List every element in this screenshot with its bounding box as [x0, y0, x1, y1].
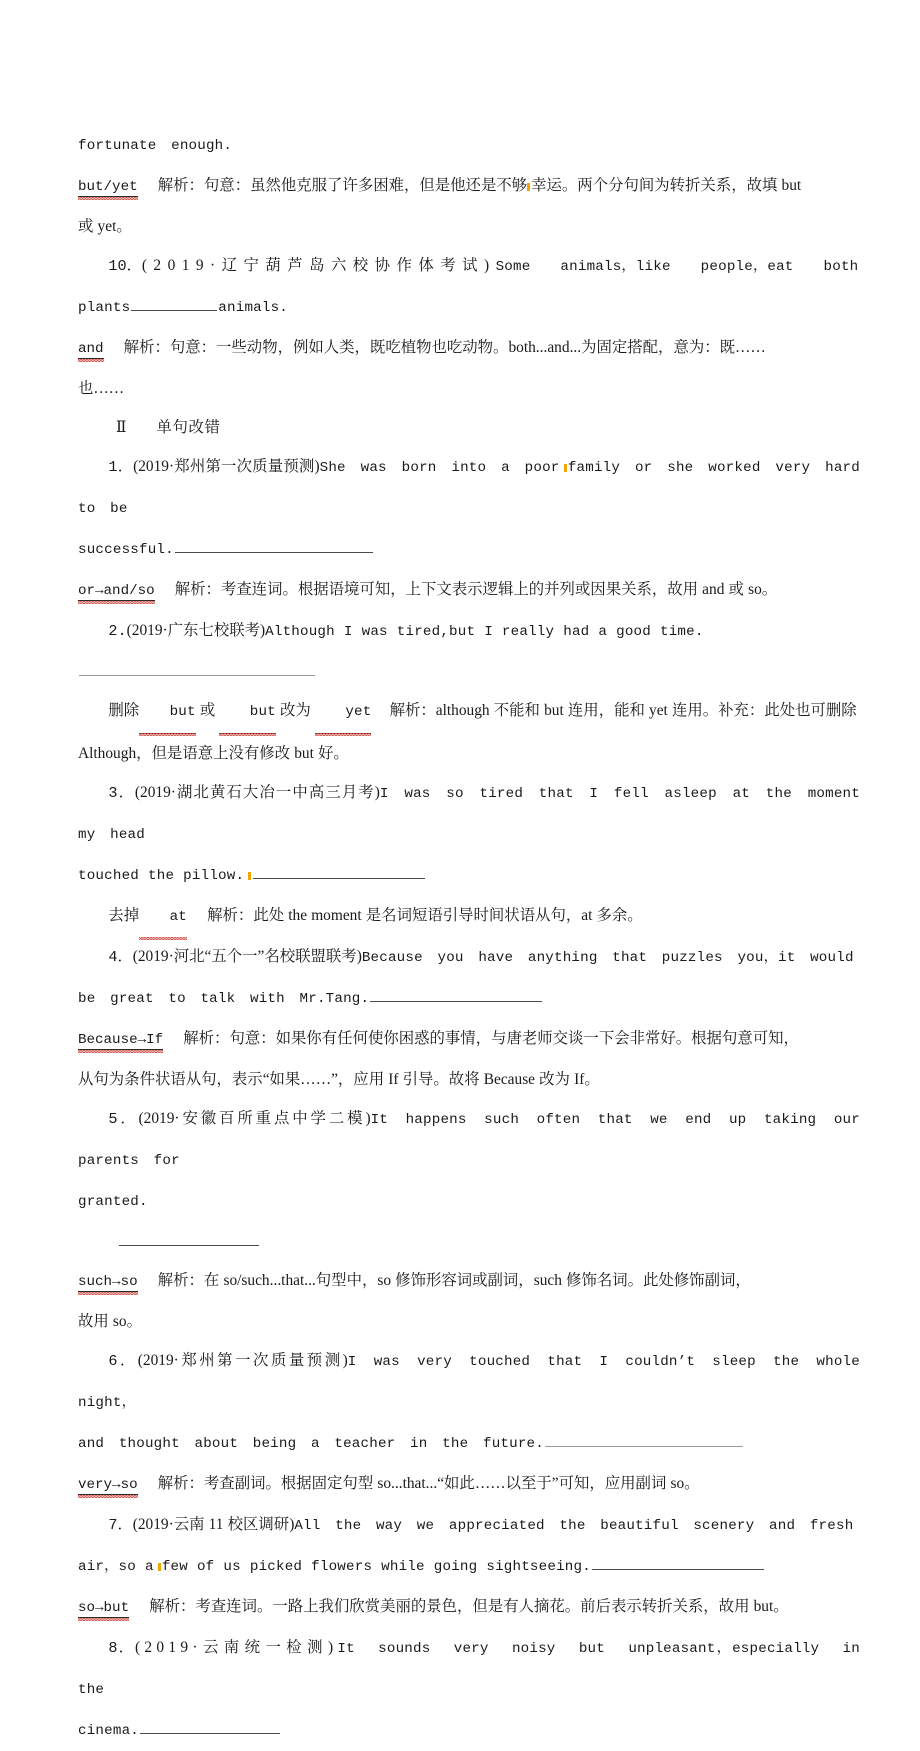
correction-4-stem-text: Because you have anything that puzzles you，it would — [361, 950, 854, 966]
correction-8-stem-line2-text: cinema. — [78, 1723, 139, 1739]
correction-2-answer-prefix: 删除 — [108, 702, 140, 719]
correction-1-source: (2019·郑州第一次质量预测) — [133, 458, 320, 475]
correction-1-explain-text: 考查连词。根据语境可知，上下文表示逻辑上的并列或因果关系，故用 and 或 so。 — [220, 581, 778, 598]
document-body — [78, 125, 860, 1751]
correction-7-explain-label: 解析： — [149, 1598, 196, 1615]
item9-explain-line2 — [78, 207, 860, 246]
correction-5-stem-line2-text: granted. — [78, 1194, 148, 1210]
correction-4-answer-block — [78, 1019, 860, 1060]
correction-2-explain-line2-text: Although，但是语意上没有修改 but 好。 — [78, 745, 349, 762]
correction-3-answer-prefix: 去掉 — [108, 907, 140, 924]
correction-2-answer-block — [78, 691, 860, 734]
correction-6-stem — [78, 1341, 860, 1423]
correction-3-explain-label: 解析： — [207, 907, 254, 924]
item10-source: (2019·辽宁葫芦岛六校协作体考试) — [141, 257, 496, 274]
correction-1-answer-key: or→and/so — [78, 583, 155, 599]
item9-explain-label: 解析： — [157, 177, 204, 194]
correction-3-answer-block — [78, 896, 860, 937]
correction-1-stem — [78, 447, 860, 529]
correction-1-explain-label: 解析： — [174, 581, 221, 598]
item10-stem-text: Some animals，like people，eat both — [495, 259, 859, 275]
item10-explain-line1: 句意：一些动物，例如人类，既吃植物也吃动物。both...and...为固定搭配，意为：既…… — [169, 339, 766, 356]
correction-5-source: (2019·安徽百所重点中学二模) — [138, 1110, 371, 1127]
correction-4-explain-line2 — [78, 1060, 860, 1099]
correction-3-number: 3． — [108, 784, 135, 802]
correction-7-stem — [78, 1505, 860, 1546]
correction-4-explain-line1: 句意：如果你有任何使你困惑的事情，与唐老师交谈一下会非常好。根据句意可知， — [229, 1030, 799, 1047]
correction-5-stem — [78, 1099, 860, 1181]
correction-2-answer-mid-2: 改为 — [280, 702, 311, 719]
correction-3-stem-line2-text: touched the pillow. — [78, 868, 245, 884]
section-roman-numeral: Ⅱ — [116, 419, 127, 436]
correction-3-stem — [78, 773, 860, 855]
item10-stem — [78, 246, 860, 287]
correction-2-explain-line1: although 不能和 but 连用，能和 yet 连用。补充：此处也可删除 — [435, 702, 857, 719]
correction-2-stem — [78, 611, 860, 691]
correction-2-answer-token-3: yet — [315, 693, 372, 734]
correction-5-stem-text: It happens such often that we end up taking our parents for — [78, 1112, 860, 1169]
correction-5-answer-blank[interactable] — [119, 1230, 259, 1246]
correction-7-stem-line2-b: few of us picked flowers while going sightseeing. — [161, 1559, 591, 1575]
item9-answer-key: but/yet — [78, 179, 138, 195]
grammar-mark-icon — [248, 872, 251, 880]
correction-7-answer-block — [78, 1587, 860, 1628]
correction-1-stem-a: She was born into a poor — [319, 460, 560, 476]
correction-8-stem — [78, 1628, 860, 1710]
correction-1-answer-block — [78, 570, 860, 611]
item10-answer-blank[interactable] — [131, 296, 217, 311]
correction-6-explain-text: 考查副词。根据固定句型 so...that...“如此……以至于”可知，应用副词 so。 — [203, 1475, 700, 1492]
correction-4-answer-blank[interactable] — [370, 987, 542, 1002]
correction-1-stem-b: family or she worked very hard to be — [78, 460, 860, 517]
item9-explain-line1: 句意：虽然他克服了许多困难，但是他还是不够 — [203, 177, 528, 194]
correction-5-answer-blank-row — [78, 1222, 860, 1261]
correction-2-answer-mid: 或 — [199, 702, 216, 719]
correction-7-number: 7． — [108, 1516, 133, 1534]
correction-8-stem-line2 — [78, 1710, 860, 1751]
correction-7-answer-blank[interactable] — [592, 1555, 764, 1570]
correction-2-answer-token-2: but — [219, 693, 276, 734]
correction-4-source: (2019·河北“五个一”名校联盟联考) — [132, 948, 362, 965]
correction-1-stem-line2-text: successful. — [78, 542, 174, 558]
correction-2-answer-token-1: but — [139, 693, 196, 734]
correction-6-answer-block — [78, 1464, 860, 1505]
correction-7-stem-line2 — [78, 1546, 860, 1587]
item10-answer-block — [78, 328, 860, 369]
section-title: 单句改错 — [156, 419, 221, 436]
correction-3-stem-line2 — [78, 855, 860, 896]
continuation-text: fortunate enough. — [78, 138, 233, 154]
correction-7-explain-text: 考查连词。一路上我们欣赏美丽的景色，但是有人摘花。前后表示转折关系，故用 but。 — [195, 1598, 789, 1615]
correction-6-stem-line2 — [78, 1423, 860, 1464]
correction-6-stem-text: I was very touched that I couldn’t sleep the whole night， — [78, 1354, 860, 1411]
correction-8-answer-blank[interactable] — [140, 1719, 280, 1734]
correction-7-answer-key: so→but — [78, 1600, 130, 1616]
correction-7-stem-line2-a: air，so a — [78, 1559, 154, 1575]
correction-4-answer-key: Because→If — [78, 1032, 164, 1048]
correction-4-explain-line2-text: 从句为条件状语从句，表示“如果……”，应用 If 引导。故将 Because 改为 If。 — [78, 1071, 600, 1088]
correction-5-explain-line1: 在 so/such...that...句型中，so 修饰形容词或副词，such 修饰名词。此处修饰副词， — [203, 1272, 751, 1289]
correction-4-stem — [78, 937, 860, 978]
item10-stem-line2 — [78, 287, 860, 328]
item10-explain-line2 — [78, 369, 860, 408]
item10-answer-key: and — [78, 341, 104, 357]
correction-6-number: 6． — [108, 1352, 138, 1370]
correction-8-stem-text: It sounds very noisy but unpleasant，especially in the — [78, 1641, 860, 1698]
item9-explain-line1b: 幸运。两个分句间为转折关系，故填 but — [531, 177, 802, 194]
grammar-mark-icon — [527, 183, 530, 191]
correction-6-stem-line2-text: and thought about being a teacher in the future. — [78, 1436, 544, 1452]
item10-explain-line2-text: 也…… — [78, 380, 125, 397]
correction-2-explain-label: 解析： — [389, 702, 436, 719]
correction-1-stem-line2 — [78, 529, 860, 570]
correction-8-source: (2019·云南统一检测) — [134, 1639, 338, 1656]
correction-5-explain-line2 — [78, 1302, 860, 1341]
correction-3-stem-text: I was so tired that I fell asleep at the moment my head — [78, 786, 860, 843]
correction-6-explain-label: 解析： — [157, 1475, 204, 1492]
correction-5-answer-block — [78, 1261, 860, 1302]
item9-explain-line2-text: 或 yet。 — [78, 218, 132, 235]
grammar-mark-icon — [158, 1563, 161, 1571]
correction-7-source: (2019·云南 11 校区调研) — [132, 1516, 295, 1533]
section-heading — [78, 408, 860, 447]
correction-4-stem-line2 — [78, 978, 860, 1019]
correction-1-answer-blank[interactable] — [175, 538, 373, 553]
correction-2-number: 2. — [108, 622, 127, 640]
item9-answer-block — [78, 166, 860, 207]
correction-3-explain-text: 此处 the moment 是名词短语引导时间状语从句，at 多余。 — [253, 907, 643, 924]
correction-5-explain-line2-text: 故用 so。 — [78, 1313, 143, 1330]
correction-2-stem-text: Although I was tired,but I really had a good time. — [265, 624, 704, 640]
correction-5-number: 5． — [108, 1110, 139, 1128]
correction-4-number: 4． — [108, 948, 133, 966]
correction-4-explain-label: 解析： — [183, 1030, 230, 1047]
grammar-mark-icon — [564, 464, 567, 472]
correction-5-explain-label: 解析： — [157, 1272, 204, 1289]
item10-stem-part-b: animals. — [218, 300, 289, 316]
correction-3-source: (2019·湖北黄石大冶一中高三月考) — [134, 784, 380, 801]
correction-5-answer-key: such→so — [78, 1274, 138, 1290]
correction-6-answer-blank[interactable] — [545, 1432, 743, 1447]
correction-5-stem-line2 — [78, 1181, 860, 1222]
correction-2-answer-blank[interactable] — [79, 661, 315, 676]
correction-6-answer-key: very→so — [78, 1477, 138, 1493]
item10-number: 10． — [108, 257, 142, 275]
correction-8-number: 8． — [108, 1639, 135, 1657]
item10-explain-label: 解析： — [123, 339, 170, 356]
correction-4-stem-line2-text: be great to talk with Mr.Tang. — [78, 991, 370, 1007]
correction-1-number: 1． — [108, 458, 134, 476]
correction-7-stem-text: All the way we appreciated the beautiful scenery and fresh — [294, 1518, 854, 1534]
item10-stem-part-a: plants — [78, 300, 131, 316]
continuation-line — [78, 125, 860, 166]
correction-2-explain-line2 — [78, 734, 860, 773]
correction-3-answer-blank[interactable] — [253, 864, 425, 879]
correction-3-answer-token: at — [139, 898, 187, 937]
correction-2-source: (2019·广东七校联考) — [126, 622, 266, 639]
correction-6-source: (2019·郑州第一次质量预测) — [137, 1352, 348, 1369]
